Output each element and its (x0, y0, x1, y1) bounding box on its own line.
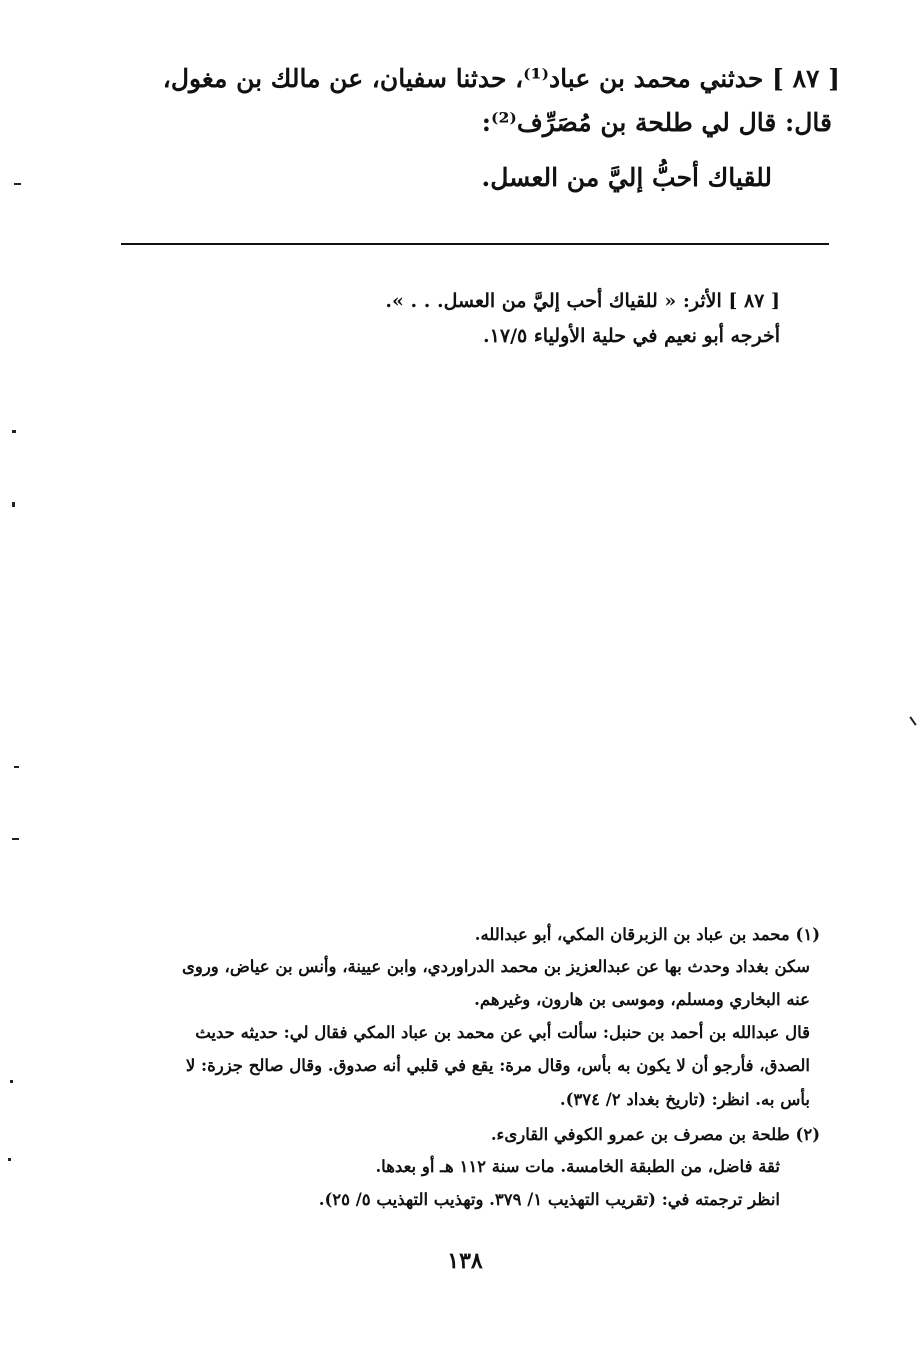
takhrij-line-1: [ ٨٧ ] الأثر: « للقياك أحب إليَّ من العسل. . . ». (385, 290, 780, 312)
footnote-1-line: الصدق، فأرجو أن لا يكون به بأس، وقال مرة: يقع في قلبي أنه صدوق. وقال صالح جزرة: لا (185, 1056, 810, 1075)
footnote-1-heading: (١) محمد بن عباد بن الزبرقان المكي، أبو عبدالله. (474, 925, 820, 944)
footnote-2-line: انظر ترجمته في: (تقريب التهذيب ١/ ٣٧٩. وتهذيب التهذيب ٥/ ٢٥). (318, 1190, 780, 1209)
scan-speck (8, 1158, 11, 1161)
footnote-2-line: ثقة فاضل، من الطبقة الخامسة. مات سنة ١١٢ هـ أو بعدها. (375, 1157, 780, 1176)
scan-speck (12, 502, 15, 507)
narration-line-3: للقياك أحبُّ إليَّ من العسل. (481, 163, 772, 192)
footnote-2-heading: (٢) طلحة بن مصرف بن عمرو الكوفي القارىء. (490, 1125, 820, 1144)
scan-speck (10, 1080, 13, 1083)
footnote-1-line: بأس به. انظر: (تاريخ بغداد ٢/ ٣٧٤). (559, 1090, 810, 1109)
page-number: ١٣٨ (447, 1248, 483, 1274)
scan-speck (14, 766, 19, 768)
footnote-1-line: عنه البخاري ومسلم، وموسى بن هارون، وغيرهم. (474, 990, 810, 1009)
scan-speck (12, 430, 16, 433)
takhrij-line-2: أخرجه أبو نعيم في حلية الأولياء ١٧/٥. (483, 325, 780, 347)
scan-speck (909, 716, 916, 725)
section-divider (121, 243, 829, 245)
scan-speck (12, 838, 19, 840)
narration-line-2: قال: قال لي طلحة بن مُصَرِّف⁽²⁾: (481, 108, 832, 137)
narration-line-1: [ ٨٧ ] حدثني محمد بن عباد⁽¹⁾، حدثنا سفيان، عن مالك بن مغول، (162, 64, 840, 93)
footnote-1-line: سكن بغداد وحدث بها عن عبدالعزيز بن محمد الدراوردي، وابن عيينة، وأنس بن عياض، وروى (181, 957, 810, 976)
scan-speck (14, 183, 21, 185)
footnote-1-line: قال عبدالله بن أحمد بن حنبل: سألت أبي عن محمد بن عباد المكي فقال لي: حديثه حديث (195, 1023, 810, 1042)
